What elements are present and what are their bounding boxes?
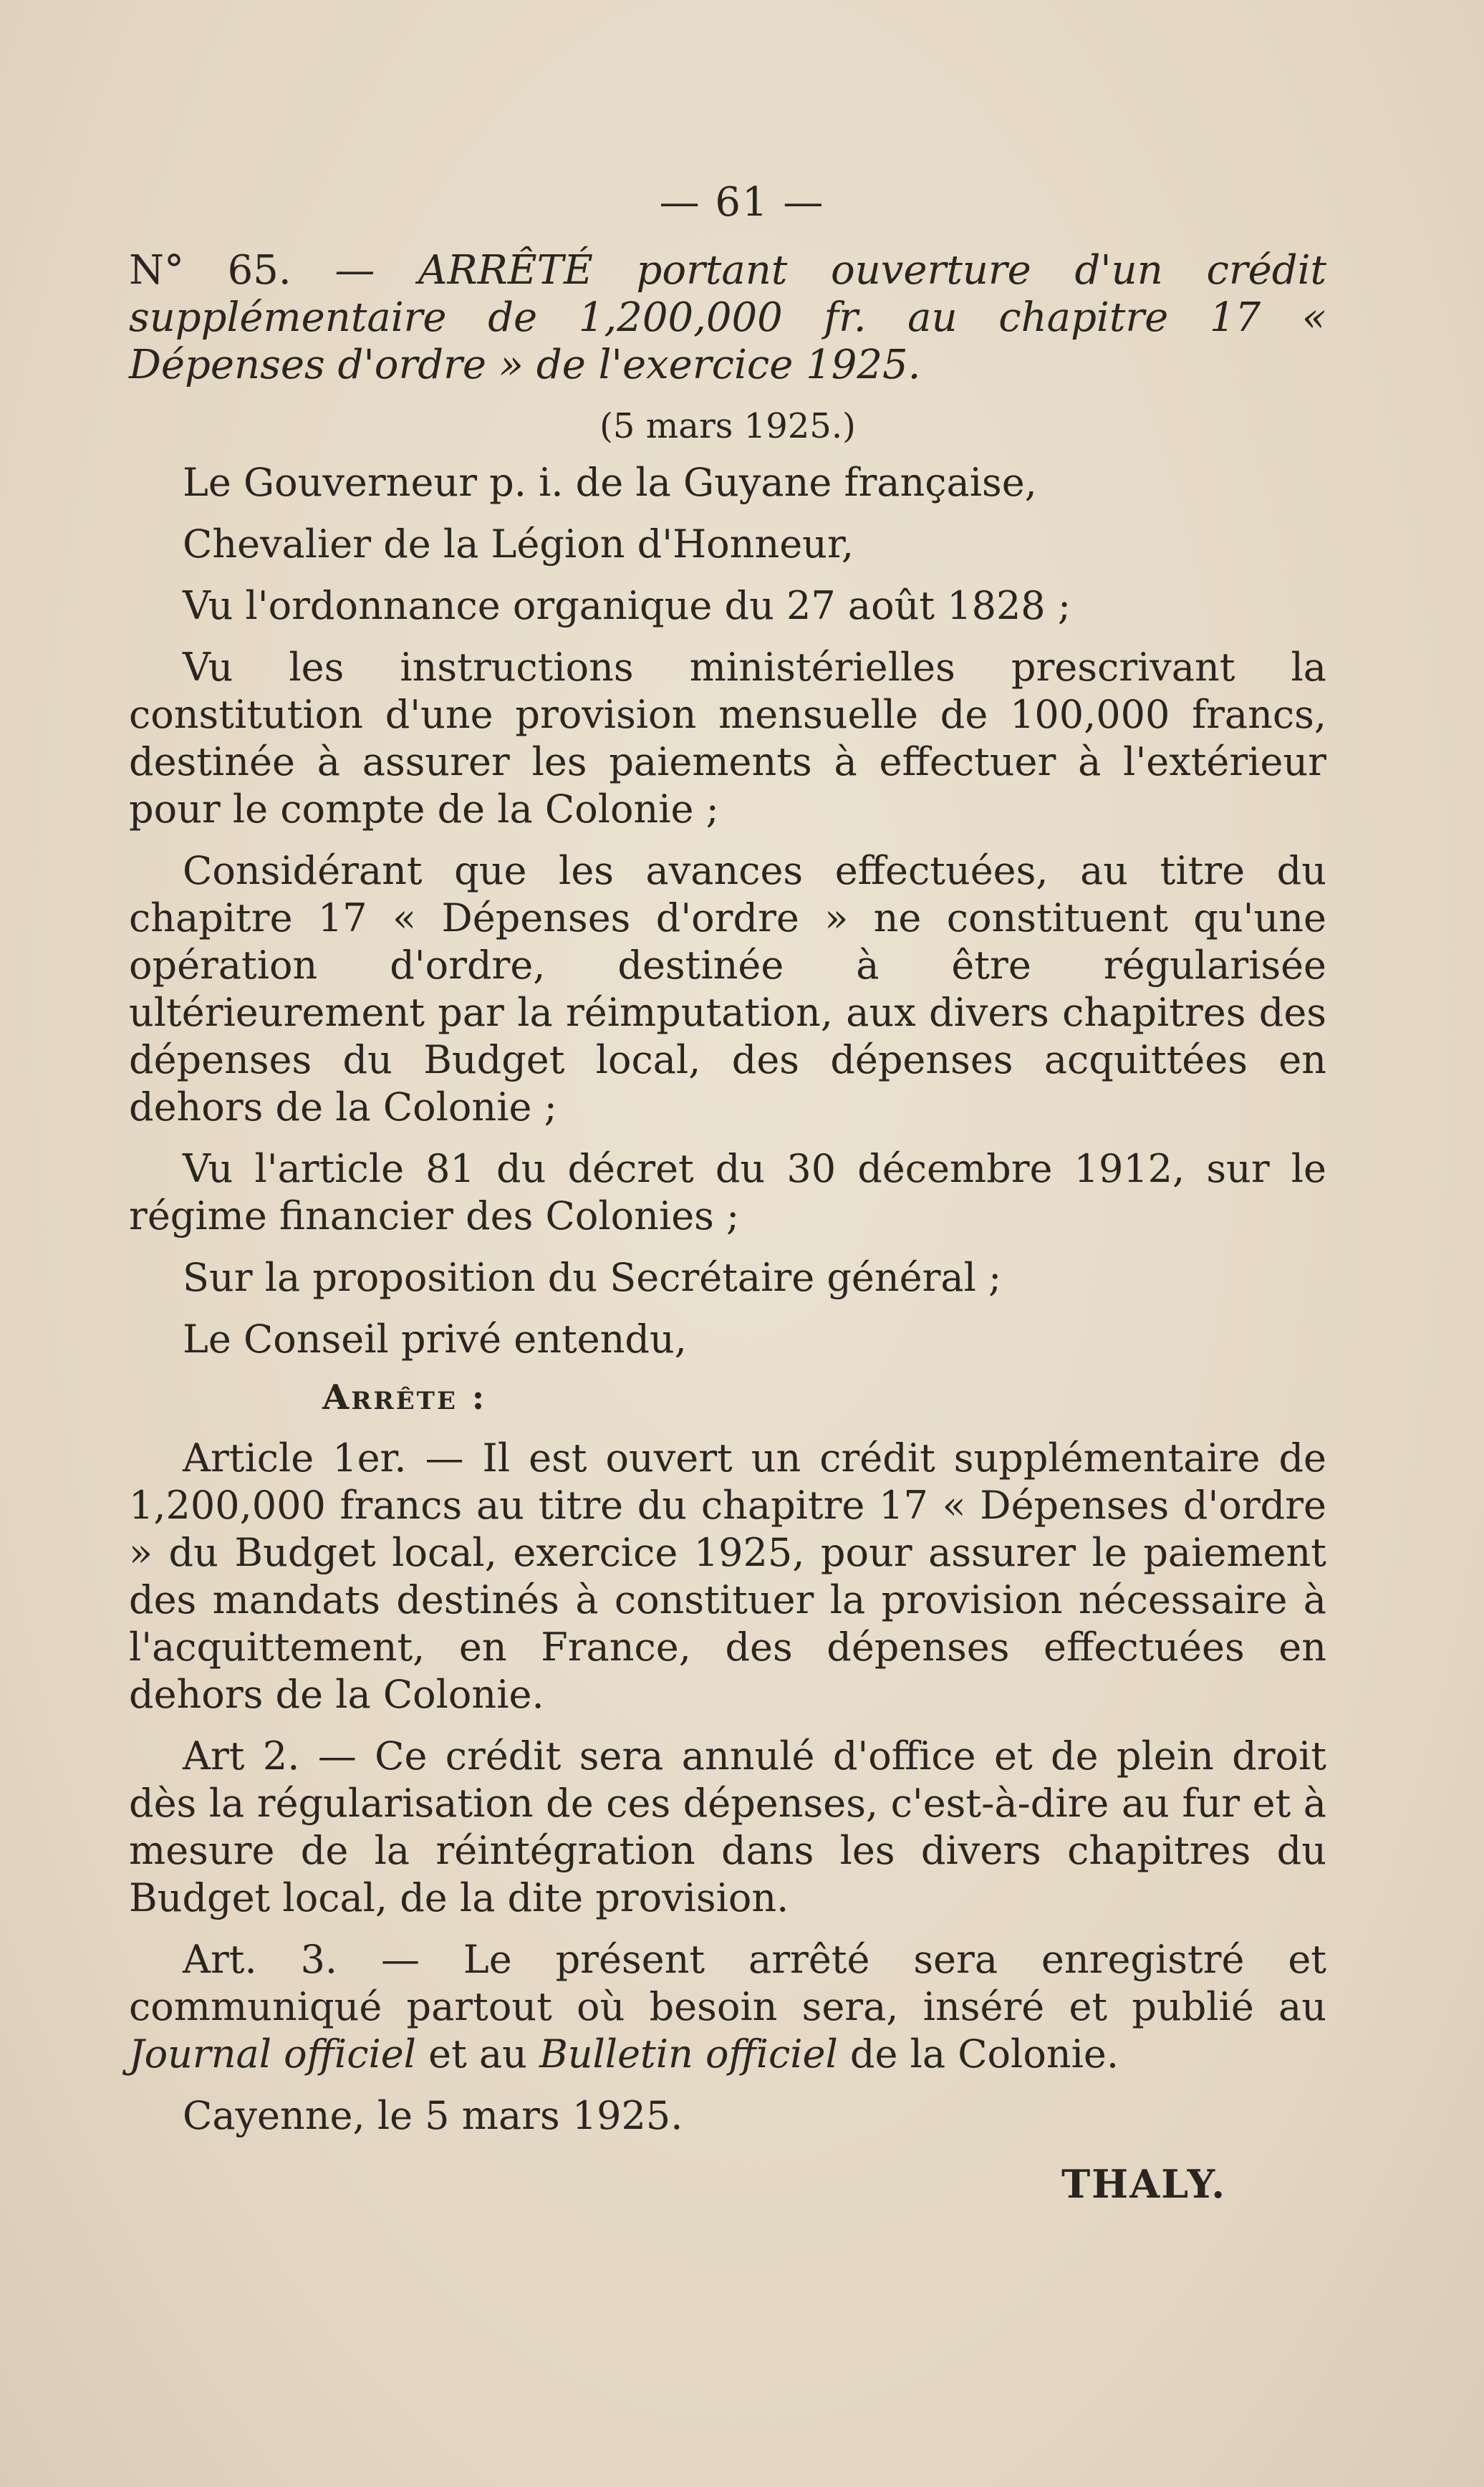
chevalier-line: Chevalier de la Légion d'Honneur, <box>183 521 854 567</box>
decree-title-text: — ARRÊTÉ portant ouverture d'un crédit supplémentaire de 1,200,000 fr. au chapitre 17 « Dépenses d'ordre » de l'exercice 1925. <box>129 247 1326 388</box>
arrete-heading: Arrête : <box>322 1377 487 1418</box>
article-3-middle: et au <box>415 2031 540 2077</box>
document-body <box>129 247 1326 2207</box>
considerant: Considérant que les avances effectuées, au titre du chapitre 17 « Dépenses d'ordre » ne constituent qu'une opération d'ordre, destinée à être régularisée ultérieurement par la réimputation, aux divers chapitres des dépenses du Budget local, des dépenses acquittées en dehors de la Colonie ; <box>129 848 1326 1130</box>
article-2: Art 2. — Ce crédit sera annulé d'office et de plein droit dès la régularisation de ces dépenses, c'est-à-dire au fur et à mesure de la réintégration dans les divers chapitres du Budget local, de la dite provision. <box>129 1733 1326 1920</box>
governor-line: Le Gouverneur p. i. de la Guyane française, <box>183 460 1037 505</box>
article-3 <box>129 1936 1326 2078</box>
decree-date: (5 mars 1925.) <box>599 406 856 446</box>
conseil-prive: Le Conseil privé entendu, <box>183 1317 687 1362</box>
vu-instructions: Vu les instructions ministérielles prescrivant la constitution d'une provision mensuelle de 100,000 francs, destinée à assurer les paiements à effectuer à l'extérieur pour le compte de la Colonie ; <box>129 645 1326 832</box>
decree-title <box>129 247 1326 389</box>
sur-proposition: Sur la proposition du Secrétaire général ; <box>183 1255 1002 1300</box>
article-1: Article 1er. — Il est ouvert un crédit supplémentaire de 1,200,000 francs au titre du chapitre 17 « Dépenses d'ordre » du Budget local, exercice 1925, pour assurer le paiement des mandats destinés à constituer la provision nécessaire à l'acquittement, en France, des dépenses effectuées en dehors de la Colonie. <box>129 1435 1326 1717</box>
article-3-after: de la Colonie. <box>837 2031 1119 2077</box>
bulletin-officiel: Bulletin officiel <box>539 2031 838 2077</box>
article-3-before: Art. 3. — Le présent arrêté sera enregistré et communiqué partout où besoin sera, inséré et publié au <box>129 1937 1326 2029</box>
decree-number: N° 65. <box>129 247 292 294</box>
vu-article: Vu l'article 81 du décret du 30 décembre 1912, sur le régime financier des Colonies ; <box>129 1146 1326 1238</box>
page-number: — 61 — <box>659 179 825 226</box>
closing-place-date: Cayenne, le 5 mars 1925. <box>183 2093 683 2138</box>
journal-officiel: Journal officiel <box>129 2031 416 2077</box>
vu-ordonnance: Vu l'ordonnance organique du 27 août 1828 ; <box>183 583 1071 628</box>
signature: THALY. <box>1061 2161 1226 2207</box>
